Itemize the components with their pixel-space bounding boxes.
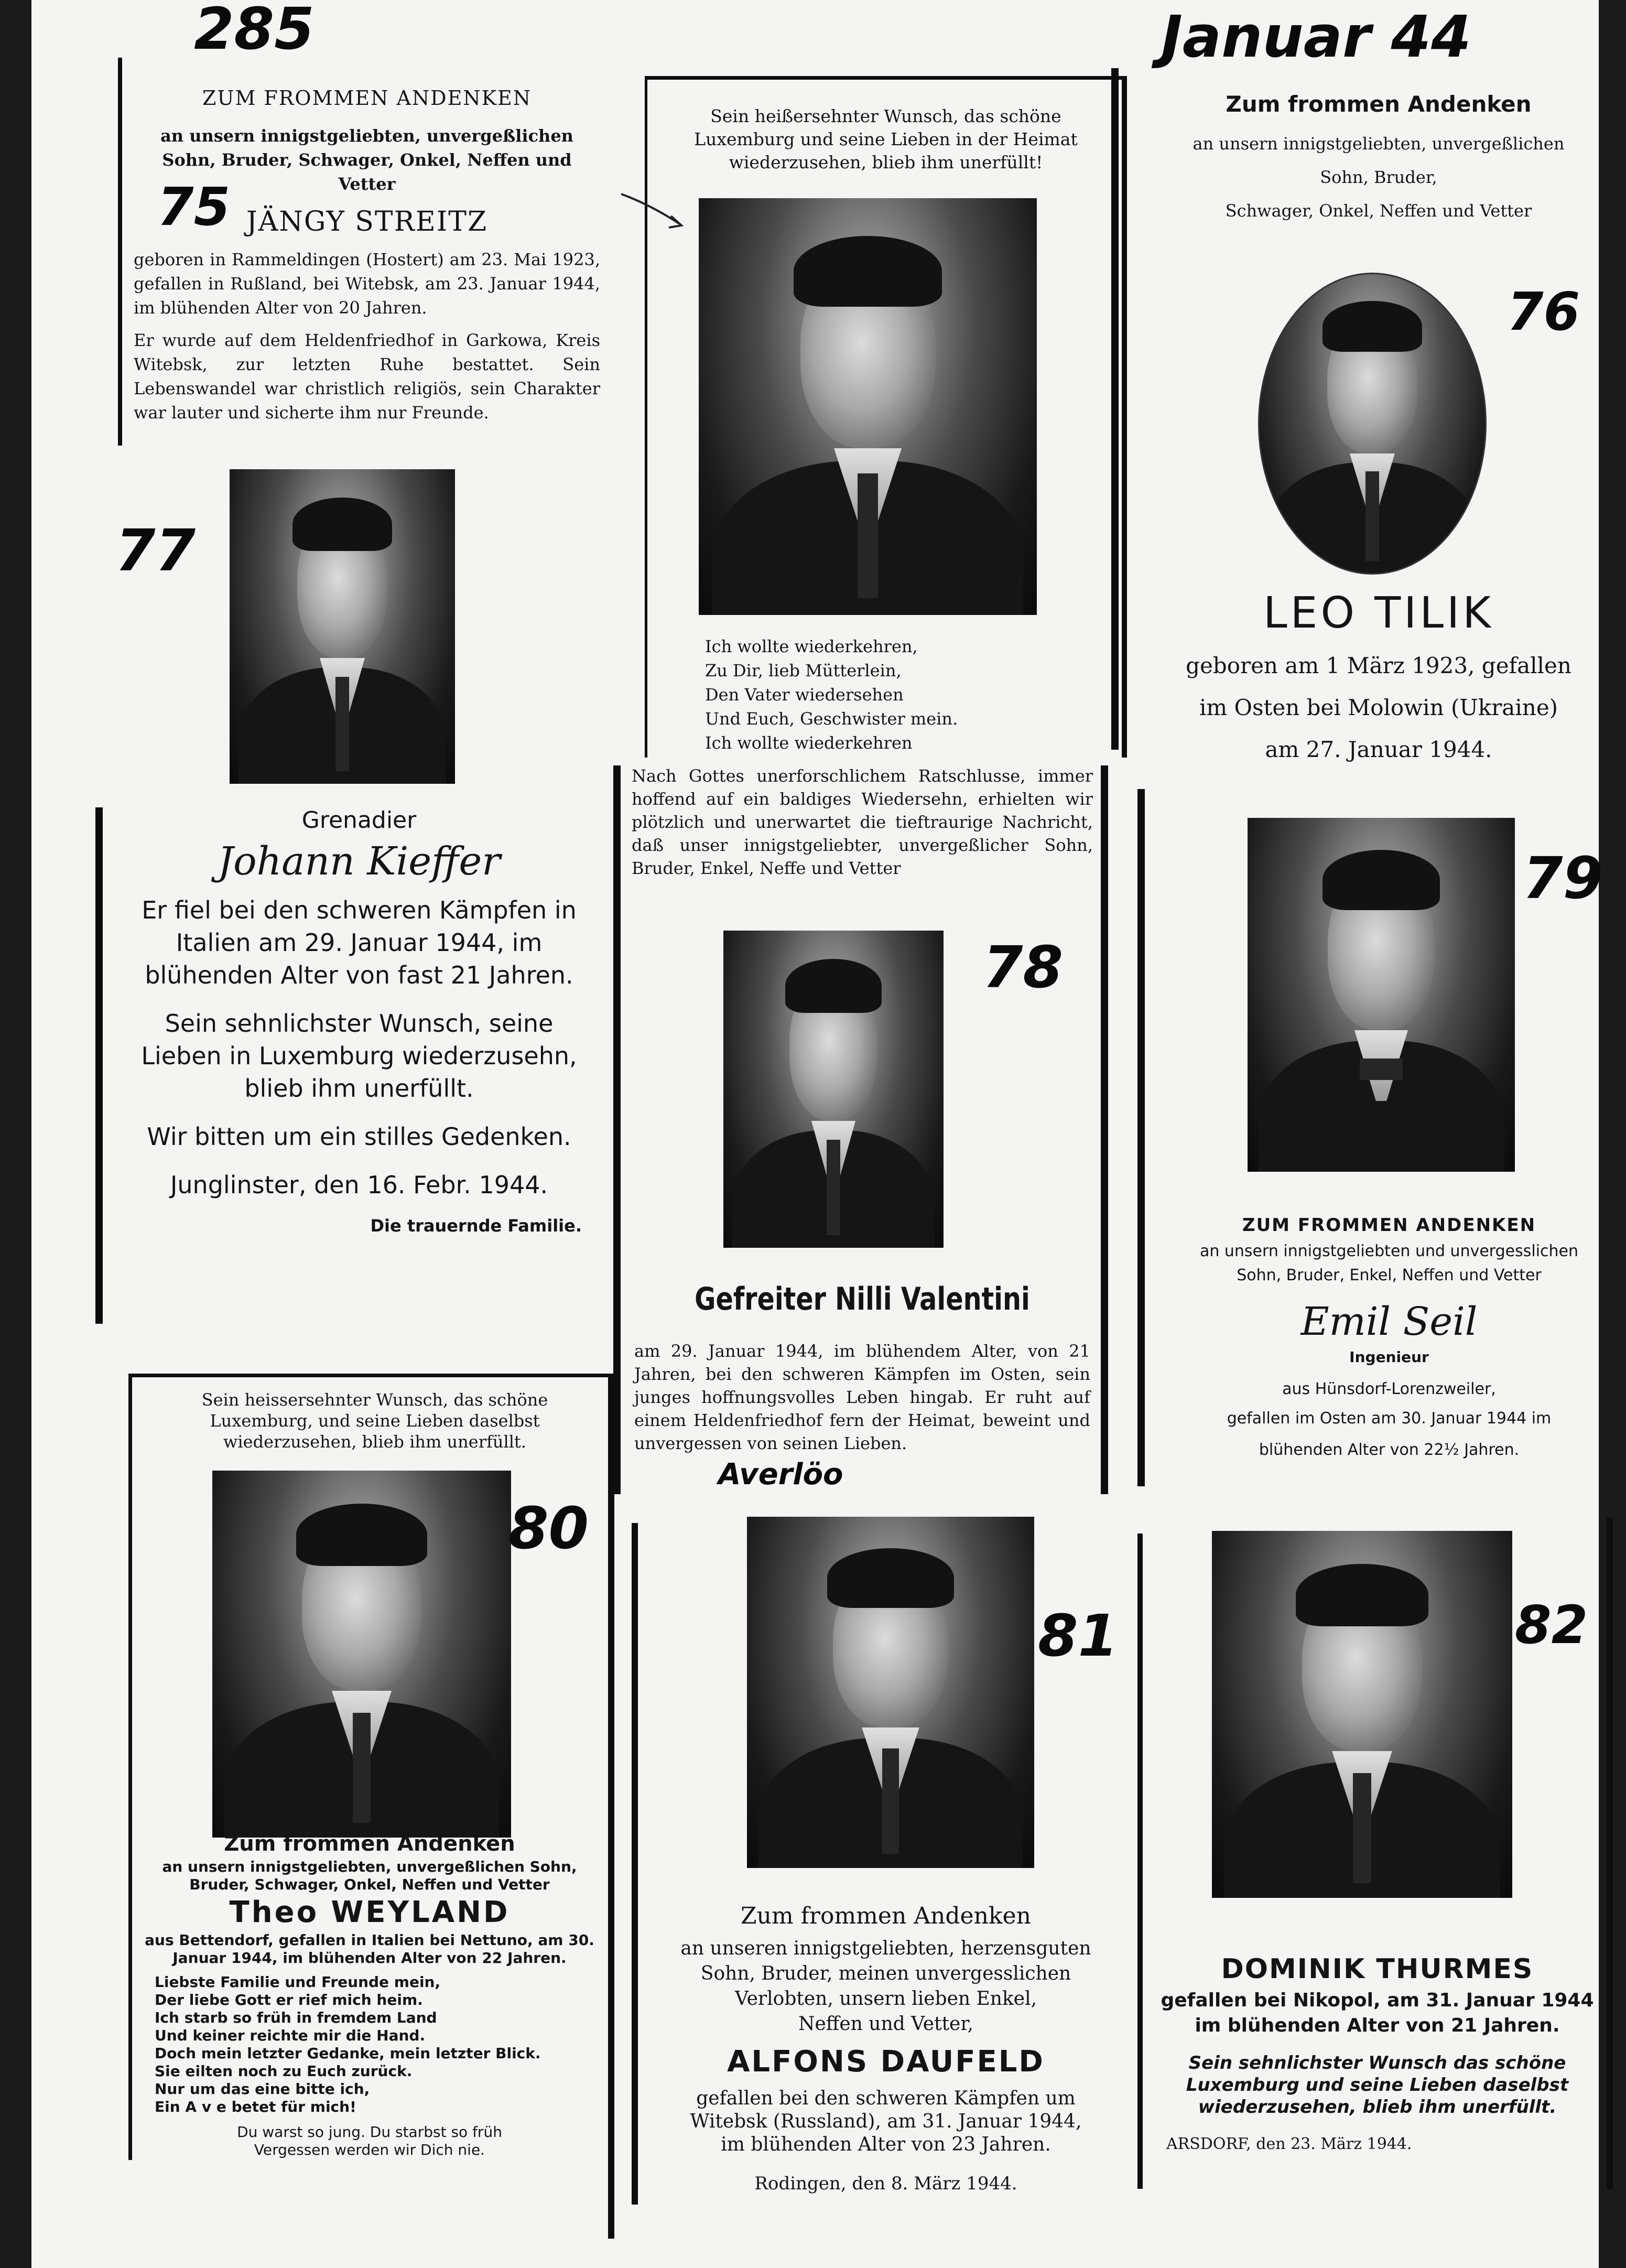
portrait-hair — [794, 236, 942, 307]
notice-77-family: Die trauernde Familie. — [370, 1216, 582, 1236]
verse-line: Ich wollte wiederkehren — [705, 733, 913, 753]
notice-78-name: Gefreiter Nilli Valentini — [695, 1281, 1030, 1317]
notice-76-details-2: im Osten bei Molowin (Ukraine) — [1199, 695, 1558, 720]
portrait-photo-75 — [699, 198, 1037, 615]
portrait-tie — [335, 677, 349, 771]
portrait-hair — [1323, 850, 1440, 910]
verse-line: Liebste Familie und Freunde mein, — [155, 1973, 441, 1991]
notice-75-name: JÄNGY STREITZ — [246, 206, 488, 237]
center-top-rule-left — [645, 76, 647, 758]
notice-76-details-3: am 27. Januar 1944. — [1265, 737, 1492, 762]
handwritten-arrow-icon — [619, 183, 687, 236]
verse-line: Nur um das eine bitte ich, — [155, 2080, 370, 2098]
portrait-tie — [827, 1140, 840, 1235]
verse-line: Doch mein letzter Gedanke, mein letzter Blick. — [155, 2045, 541, 2062]
notice-77-text-1: Er fiel bei den schweren Kämpfen in Italien am 29. Januar 1944, im blühenden Alter von fast 21 Jahren. — [142, 896, 577, 989]
notice-center-top-verse — [705, 634, 1072, 755]
verse-line: Den Vater wiedersehen — [705, 685, 904, 705]
notice-76 — [1153, 89, 1604, 228]
verse-line: Ein A v e betet für mich! — [155, 2098, 356, 2115]
center-top-rule-right — [1122, 76, 1127, 758]
verse-line: Und keiner reichte mir die Hand. — [155, 2027, 426, 2044]
notice-78-intro: Nach Gottes unerforschlichem Ratschlusse, immer hoffend auf ein baldiges Wiedersehn, erhielten wir plötzlich und unerwartet die tieftraurige Nachricht, daß unser innigstgeliebter, unvergeßlicher Sohn, Bruder, Enkel, Neffe und Vetter — [632, 766, 1093, 878]
handwritten-number-81: 81 — [1038, 1602, 1119, 1669]
portrait-hair — [1296, 1564, 1428, 1626]
notice-80-wish: Sein heissersehnter Wunsch, das schöne Luxemburg, und seine Lieben daselbst wiederzusehen, blieb ihm unerfüllt. — [201, 1390, 548, 1452]
notice-82-details-2: im blühenden Alter von 21 Jahren. — [1195, 2015, 1560, 2036]
handwritten-number-78: 78 — [983, 934, 1064, 1001]
notice-82-right-rule — [1607, 1518, 1613, 2189]
center-top-rule-top — [645, 76, 1127, 80]
notice-80-details: aus Bettendorf, gefallen in Italien bei Nettuno, am 30. Januar 1944, im blühenden Alter von 22 Jahren. — [145, 1931, 594, 1967]
portrait-hair — [785, 959, 882, 1013]
notice-80-closing-1: Du warst so jung. Du starbst so früh — [237, 2123, 502, 2141]
notice-82-details-1: gefallen bei Nikopol, am 31. Januar 1944 — [1161, 1990, 1594, 2011]
verse-line: Ich wollte wiederkehren, — [705, 636, 918, 656]
portrait-hair — [296, 1504, 428, 1566]
notice-80-dedication: an unsern innigstgeliebten, unvergeßlichen Sohn, Bruder, Schwager, Onkel, Neffen und Vetter — [162, 1858, 577, 1893]
notice-77-text-2: Sein sehnlichster Wunsch, seine Lieben in Luxemburg wiederzusehn, blieb ihm unerfüllt. — [141, 1009, 577, 1103]
notice-75-heading: ZUM FROMMEN ANDENKEN — [202, 87, 532, 110]
notice-80-rule-right — [608, 1374, 614, 2239]
notice-79-dedication-2: Sohn, Bruder, Enkel, Neffen und Vetter — [1237, 1266, 1542, 1284]
notice-76-heading: Zum frommen Andenken — [1226, 91, 1532, 117]
notice-78-rule-left — [613, 765, 621, 1494]
notice-77-left-rule — [95, 807, 103, 1324]
portrait-hair — [827, 1548, 953, 1608]
verse-line: Der liebe Gott er rief mich heim. — [155, 1991, 423, 2008]
handwritten-number-77: 77 — [115, 517, 196, 584]
verse-line: Ich starb so früh in fremdem Land — [155, 2009, 437, 2026]
notice-76-left-rule — [1111, 68, 1119, 750]
notice-82-place-date: ARSDORF, den 23. März 1944. — [1166, 2135, 1412, 2153]
notice-77 — [126, 805, 592, 1238]
notice-center-top-wish: Sein heißersehnter Wunsch, das schöne Luxemburg und seine Lieben in der Heimat wiederzusehen, blieb ihm unerfüllt! — [694, 106, 1078, 172]
notice-78-rule-right — [1101, 765, 1108, 1494]
notice-80 — [144, 1830, 595, 2159]
notice-82-wish: Sein sehnlichster Wunsch das schöne Luxemburg und seine Lieben daselbst wiederzusehen, blieb ihm unerfüllt. — [1186, 2053, 1569, 2118]
portrait-hair — [1323, 301, 1422, 352]
handwritten-number-80: 80 — [508, 1495, 589, 1562]
notice-77-text-3: Wir bitten um ein stilles Gedenken. — [147, 1122, 571, 1151]
handwritten-month-note: Januar 44 — [1161, 3, 1471, 70]
notice-75-burial: Er wurde auf dem Heldenfriedhof in Garkowa, Kreis Witebsk, zur letzten Ruhe bestattet. Sein Lebenswandel war christlich religiös, sein Charakter war lauter und sicherte ihm nur Freunde. — [134, 330, 600, 423]
handwritten-number-75: 75 — [157, 176, 231, 237]
notice-80-closing-2: Vergessen werden wir Dich nie. — [254, 2141, 485, 2158]
notice-77-rank: Grenadier — [301, 807, 417, 834]
portrait-tie — [882, 1748, 899, 1854]
verse-line: Und Euch, Geschwister mein. — [705, 709, 958, 729]
notice-75 — [134, 84, 600, 425]
notice-79-name: Emil Seil — [1300, 1299, 1478, 1344]
handwritten-number-82: 82 — [1515, 1594, 1588, 1656]
notice-79-dedication-1: an unsern innigstgeliebten und unvergesslichen — [1199, 1242, 1579, 1260]
notice-81-details-2: Witebsk (Russland), am 31. Januar 1944, — [690, 2111, 1082, 2132]
notice-76-dedication-3: Schwager, Onkel, Neffen und Vetter — [1225, 201, 1532, 221]
notice-79-heading: ZUM FROMMEN ANDENKEN — [1242, 1215, 1536, 1236]
handwritten-number-79: 79 — [1523, 845, 1603, 912]
notice-76-name: LEO TILIK — [1263, 588, 1494, 638]
portrait-photo-79 — [1248, 818, 1515, 1172]
notice-81-left-rule — [632, 1523, 638, 2205]
portrait-tie — [1353, 1773, 1371, 1883]
portrait-tie — [858, 473, 878, 599]
notice-81-details-3: im blühenden Alter von 23 Jahren. — [721, 2134, 1051, 2155]
portrait-photo-77 — [230, 469, 455, 784]
notice-75-details: geboren in Rammeldingen (Hostert) am 23. Mai 1923, gefallen in Rußland, bei Witebsk, am 23. Januar 1944, im blühenden Alter von 20 Jahren. — [134, 250, 600, 318]
portrait-photo-80 — [212, 1471, 511, 1838]
notice-76-body — [1153, 587, 1604, 771]
notice-81-place-date: Rodingen, den 8. März 1944. — [754, 2173, 1017, 2194]
notice-80-verse — [144, 1973, 595, 2116]
notice-75-dedication: an unsern innigstgeliebten, unvergeßlichen Sohn, Bruder, Schwager, Onkel, Neffen und Vetter — [160, 126, 573, 194]
handwritten-page-number: 285 — [194, 0, 315, 62]
notice-79-profession: Ingenieur — [1349, 1348, 1429, 1366]
portrait-photo-82 — [1212, 1531, 1512, 1898]
notice-78-details: am 29. Januar 1944, im blühendem Alter, von 21 Jahren, bei den schweren Kämpfen im Osten, sein junges hoffnungsvolles Leben hingab. Er ruht auf einem Heldenfriedhof fern der Heimat, beweint und unvergessen von seinen Lieben. — [634, 1341, 1090, 1453]
portrait-bowtie — [1360, 1059, 1403, 1080]
notice-82-left-rule — [1137, 1533, 1143, 2189]
notice-75-left-rule — [118, 58, 122, 446]
notice-79-details-2: blühenden Alter von 22½ Jahren. — [1259, 1441, 1520, 1459]
notice-79-details-1: gefallen im Osten am 30. Januar 1944 im — [1227, 1409, 1552, 1428]
notice-81-name: ALFONS DAUFELD — [727, 2045, 1045, 2079]
notice-81-dedication-3: Verlobten, unsern lieben Enkel, — [734, 1988, 1037, 2010]
portrait-photo-78 — [723, 931, 944, 1248]
portrait-photo-76 — [1258, 273, 1487, 575]
notice-80-rule-left — [128, 1374, 132, 2160]
notice-79-left-rule — [1137, 789, 1145, 1486]
notice-76-details-1: geboren am 1 März 1923, gefallen — [1186, 653, 1571, 678]
notice-79-origin: aus Hünsdorf-Lorenzweiler, — [1282, 1380, 1496, 1398]
portrait-hair — [292, 498, 392, 551]
notice-81-details-1: gefallen bei den schweren Kämpfen um — [696, 2088, 1076, 2109]
verse-line: Sie eilten noch zu Euch zurück. — [155, 2062, 413, 2080]
portrait-tie — [353, 1713, 371, 1823]
notice-77-place-date: Junglinster, den 16. Febr. 1944. — [170, 1171, 548, 1199]
notice-82 — [1151, 1950, 1604, 2155]
notice-81 — [647, 1900, 1124, 2195]
notice-81-dedication-4: Neffen und Vetter, — [798, 2013, 974, 2035]
notice-78-signature: Averlöo — [718, 1457, 843, 1492]
album-page — [31, 0, 1603, 2268]
notice-79 — [1158, 1211, 1620, 1466]
notice-81-dedication-2: Sohn, Bruder, meinen unvergesslichen — [700, 1963, 1071, 1984]
notice-81-heading: Zum frommen Andenken — [741, 1903, 1031, 1929]
handwritten-number-76: 76 — [1507, 281, 1580, 342]
notice-80-rule-top — [128, 1374, 613, 1377]
portrait-photo-81 — [747, 1517, 1034, 1868]
notice-82-name: DOMINIK THURMES — [1221, 1953, 1534, 1985]
notice-81-dedication-1: an unseren innigstgeliebten, herzensguten — [680, 1938, 1091, 1959]
notice-77-name: Johann Kieffer — [218, 839, 501, 884]
notice-76-dedication-1: an unsern innigstgeliebten, unvergeßlichen — [1193, 134, 1565, 154]
portrait-tie — [1365, 471, 1379, 561]
notice-80-name: Theo WEYLAND — [229, 1895, 510, 1929]
verse-line: Zu Dir, lieb Mütterlein, — [705, 661, 902, 681]
notice-76-dedication-2: Sohn, Bruder, — [1320, 167, 1437, 187]
notice-80-heading: Zum frommen Andenken — [224, 1832, 515, 1856]
